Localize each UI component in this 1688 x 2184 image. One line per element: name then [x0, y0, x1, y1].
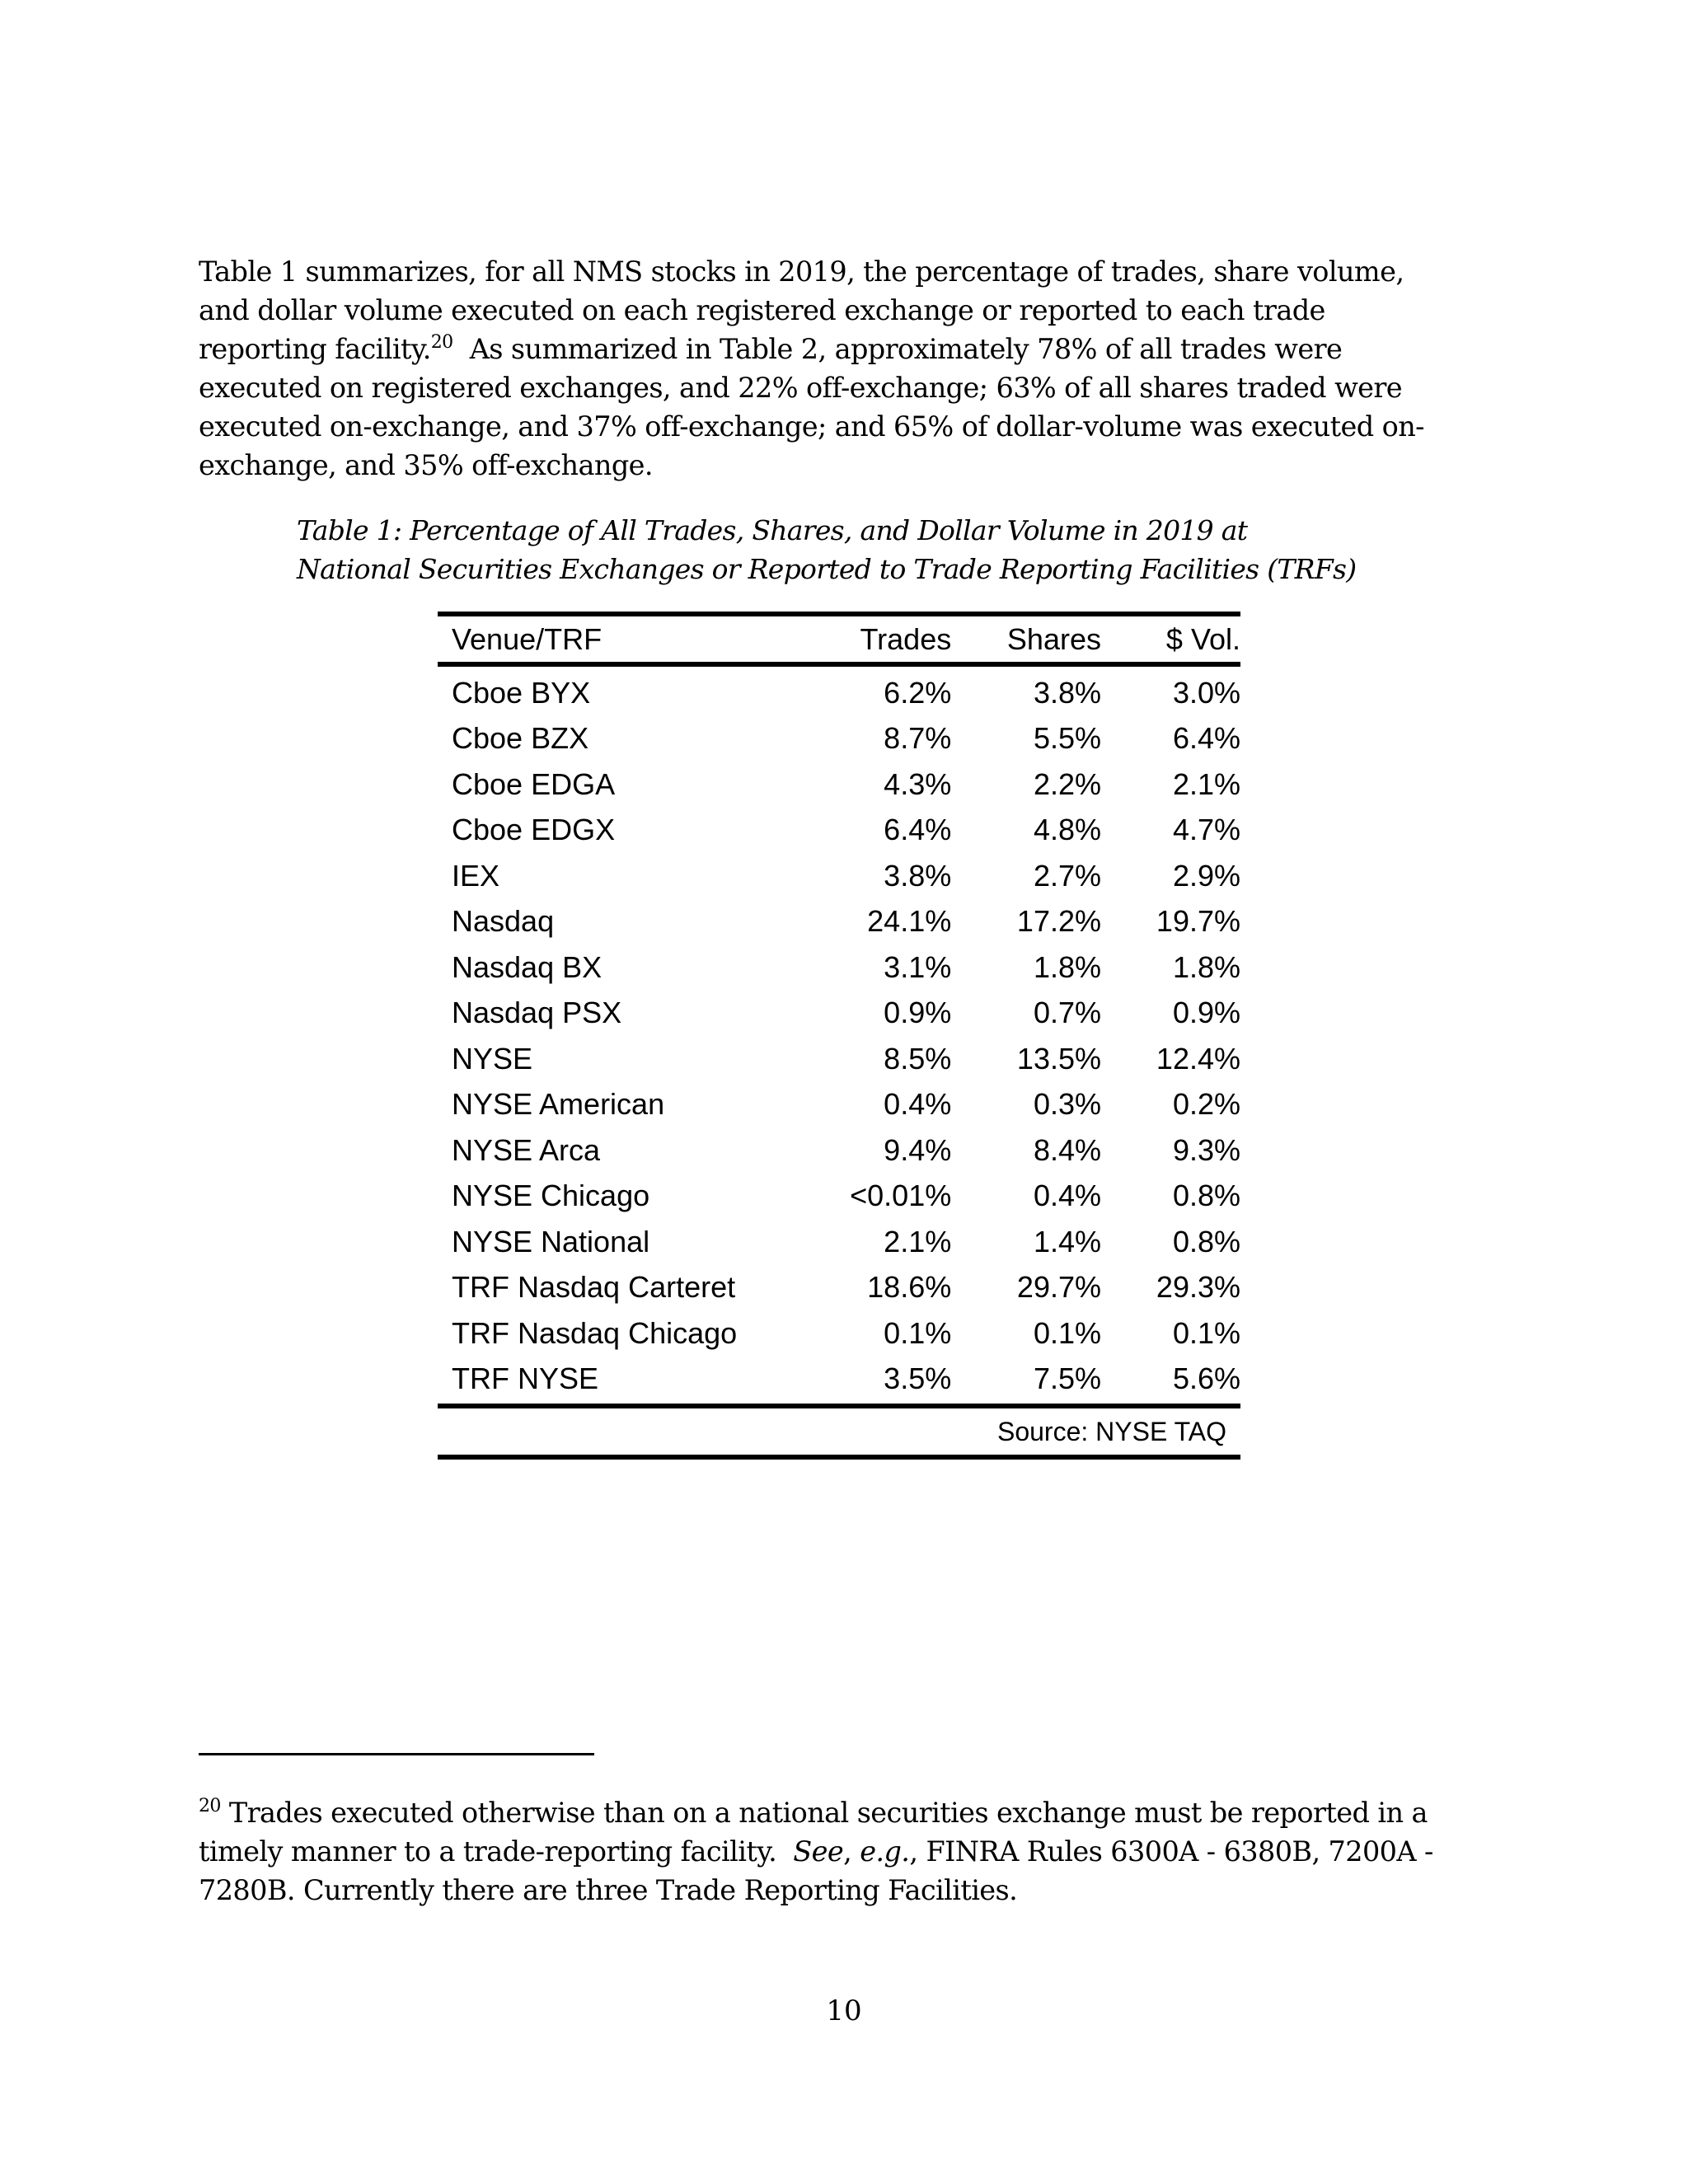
cell-shares: 0.7%	[1033, 996, 1101, 1030]
table-row	[438, 1127, 1240, 1174]
cell-dollar-volume: 0.2%	[1172, 1087, 1240, 1122]
table-row	[438, 991, 1240, 1037]
cell-trades: 24.1%	[867, 904, 952, 939]
cell-shares: 1.4%	[1033, 1224, 1101, 1258]
cell-shares: 8.4%	[1033, 1132, 1101, 1167]
footnote-reference[interactable]: 20	[430, 332, 453, 353]
cell-venue: IEX	[452, 858, 500, 893]
footnote-text: FINRA Rules 6300A - 6380B, 7200A -	[926, 1835, 1433, 1868]
table-row	[438, 1310, 1240, 1357]
footnote-line	[199, 1793, 1484, 1832]
cell-trades: 4.3%	[884, 766, 952, 801]
table-row	[438, 899, 1240, 945]
cell-venue: TRF NYSE	[452, 1361, 599, 1396]
body-line	[199, 330, 1484, 368]
body-line: Table 1 summarizes, for all NMS stocks in 2019, the percentage of trades, share volume,	[199, 255, 1404, 288]
footnote-line: 7280B. Currently there are three Trade Reporting Facilities.	[199, 1874, 1018, 1906]
body-paragraph	[199, 252, 1484, 485]
cell-shares: 0.3%	[1033, 1087, 1101, 1122]
cell-shares: 4.8%	[1033, 813, 1101, 847]
table-row	[438, 1174, 1240, 1220]
body-line-text: As summarized in Table 2, approximately 78% of all trades were	[469, 333, 1343, 365]
cell-trades: 8.7%	[884, 721, 952, 756]
cell-shares: 1.8%	[1033, 949, 1101, 984]
table-row	[438, 670, 1240, 716]
cell-dollar-volume: 1.8%	[1172, 949, 1240, 984]
cell-trades: 9.4%	[884, 1132, 952, 1167]
cell-shares: 2.2%	[1033, 766, 1101, 801]
cell-trades: 3.8%	[884, 858, 952, 893]
cell-dollar-volume: 3.0%	[1172, 675, 1240, 710]
cell-trades: 0.1%	[884, 1315, 952, 1350]
body-line: executed on registered exchanges, and 22% off-exchange; 63% of all shares traded were	[199, 372, 1403, 404]
table-row	[438, 808, 1240, 854]
caption-line: National Securities Exchanges or Reported to Trade Reporting Facilities (TRFs)	[297, 553, 1357, 585]
table-bottom-rule	[438, 1455, 1240, 1460]
cell-shares: 13.5%	[1016, 1041, 1101, 1076]
footnote-line: timely manner to a trade-reporting facility. See, e.g., FINRA Rules 6300A - 6380B, 7200A -	[199, 1835, 1433, 1868]
footnote-separator	[199, 1753, 594, 1755]
cell-shares: 7.5%	[1033, 1361, 1101, 1396]
cell-dollar-volume: 4.7%	[1172, 813, 1240, 847]
cell-dollar-volume: 9.3%	[1172, 1132, 1240, 1167]
cell-venue: Cboe BYX	[452, 675, 591, 710]
footnote-eg: e.g.	[860, 1835, 910, 1868]
cell-shares: 17.2%	[1016, 904, 1101, 939]
table-row	[438, 1219, 1240, 1265]
cell-trades: 3.1%	[884, 949, 952, 984]
cell-trades: 0.4%	[884, 1087, 952, 1122]
cell-trades: 18.6%	[867, 1270, 952, 1305]
footnote	[199, 1793, 1484, 1910]
body-line-text: reporting facility.	[199, 333, 431, 365]
body-line: exchange, and 35% off-exchange.	[199, 449, 653, 481]
cell-dollar-volume: 0.8%	[1172, 1179, 1240, 1213]
table-caption	[297, 511, 1356, 588]
cell-shares: 29.7%	[1016, 1270, 1101, 1305]
cell-dollar-volume: 0.1%	[1172, 1315, 1240, 1350]
table-row	[438, 1082, 1240, 1128]
footnote-see: See	[793, 1835, 844, 1868]
table-row	[438, 944, 1240, 991]
cell-venue: NYSE Arca	[452, 1132, 601, 1167]
cell-shares: 3.8%	[1033, 675, 1101, 710]
table-row	[438, 1357, 1240, 1403]
cell-trades: 0.9%	[884, 996, 952, 1030]
cell-venue: NYSE American	[452, 1087, 665, 1122]
header-shares: Shares	[1006, 621, 1101, 656]
cell-dollar-volume: 12.4%	[1156, 1041, 1240, 1076]
cell-trades: 6.4%	[884, 813, 952, 847]
table-header-row	[438, 616, 1240, 662]
body-line: and dollar volume executed on each registered exchange or reported to each trade	[199, 294, 1325, 326]
cell-dollar-volume: 6.4%	[1172, 721, 1240, 756]
cell-shares: 2.7%	[1033, 858, 1101, 893]
cell-venue: NYSE	[452, 1041, 533, 1076]
cell-shares: 0.4%	[1033, 1179, 1101, 1213]
cell-dollar-volume: 5.6%	[1172, 1361, 1240, 1396]
cell-dollar-volume: 2.1%	[1172, 766, 1240, 801]
cell-dollar-volume: 19.7%	[1156, 904, 1240, 939]
cell-venue: Cboe EDGX	[452, 813, 616, 847]
footnote-number: 20	[199, 1796, 221, 1816]
cell-shares: 0.1%	[1033, 1315, 1101, 1350]
cell-trades: 6.2%	[884, 675, 952, 710]
table-body	[438, 667, 1240, 1404]
table-row	[438, 716, 1240, 762]
cell-venue: Nasdaq BX	[452, 949, 603, 984]
table-row	[438, 1265, 1240, 1311]
footnote-text: timely manner to a trade-reporting facility.	[199, 1835, 777, 1868]
cell-dollar-volume: 2.9%	[1172, 858, 1240, 893]
table-source-note: Source: NYSE TAQ	[996, 1416, 1226, 1446]
header-dollar-volume: $ Vol.	[1165, 621, 1240, 656]
cell-shares: 5.5%	[1033, 721, 1101, 756]
cell-dollar-volume: 0.8%	[1172, 1224, 1240, 1258]
cell-venue: Nasdaq	[452, 904, 555, 939]
cell-venue: TRF Nasdaq Carteret	[452, 1270, 736, 1305]
cell-trades: 2.1%	[884, 1224, 952, 1258]
header-trades: Trades	[860, 621, 952, 656]
cell-venue: TRF Nasdaq Chicago	[452, 1315, 738, 1350]
cell-venue: NYSE Chicago	[452, 1179, 650, 1213]
cell-dollar-volume: 29.3%	[1156, 1270, 1240, 1305]
header-venue: Venue/TRF	[452, 621, 603, 656]
table-row	[438, 853, 1240, 899]
table-row	[438, 762, 1240, 808]
cell-venue: Cboe EDGA	[452, 766, 616, 801]
cell-venue: Nasdaq PSX	[452, 996, 622, 1030]
cell-trades: 3.5%	[884, 1361, 952, 1396]
page-number: 10	[826, 1994, 862, 2027]
cell-dollar-volume: 0.9%	[1172, 996, 1240, 1030]
data-table	[438, 612, 1240, 1460]
cell-trades: 8.5%	[884, 1041, 952, 1076]
cell-venue: Cboe BZX	[452, 721, 589, 756]
caption-line: Table 1: Percentage of All Trades, Shares, and Dollar Volume in 2019 at	[297, 514, 1248, 546]
footnote-text: Trades executed otherwise than on a national securities exchange must be reported in a	[228, 1797, 1428, 1829]
cell-trades: <0.01%	[850, 1179, 952, 1213]
cell-venue: NYSE National	[452, 1224, 650, 1258]
table-row	[438, 1036, 1240, 1082]
body-line: executed on-exchange, and 37% off-exchange; and 65% of dollar-volume was executed on-	[199, 410, 1424, 443]
